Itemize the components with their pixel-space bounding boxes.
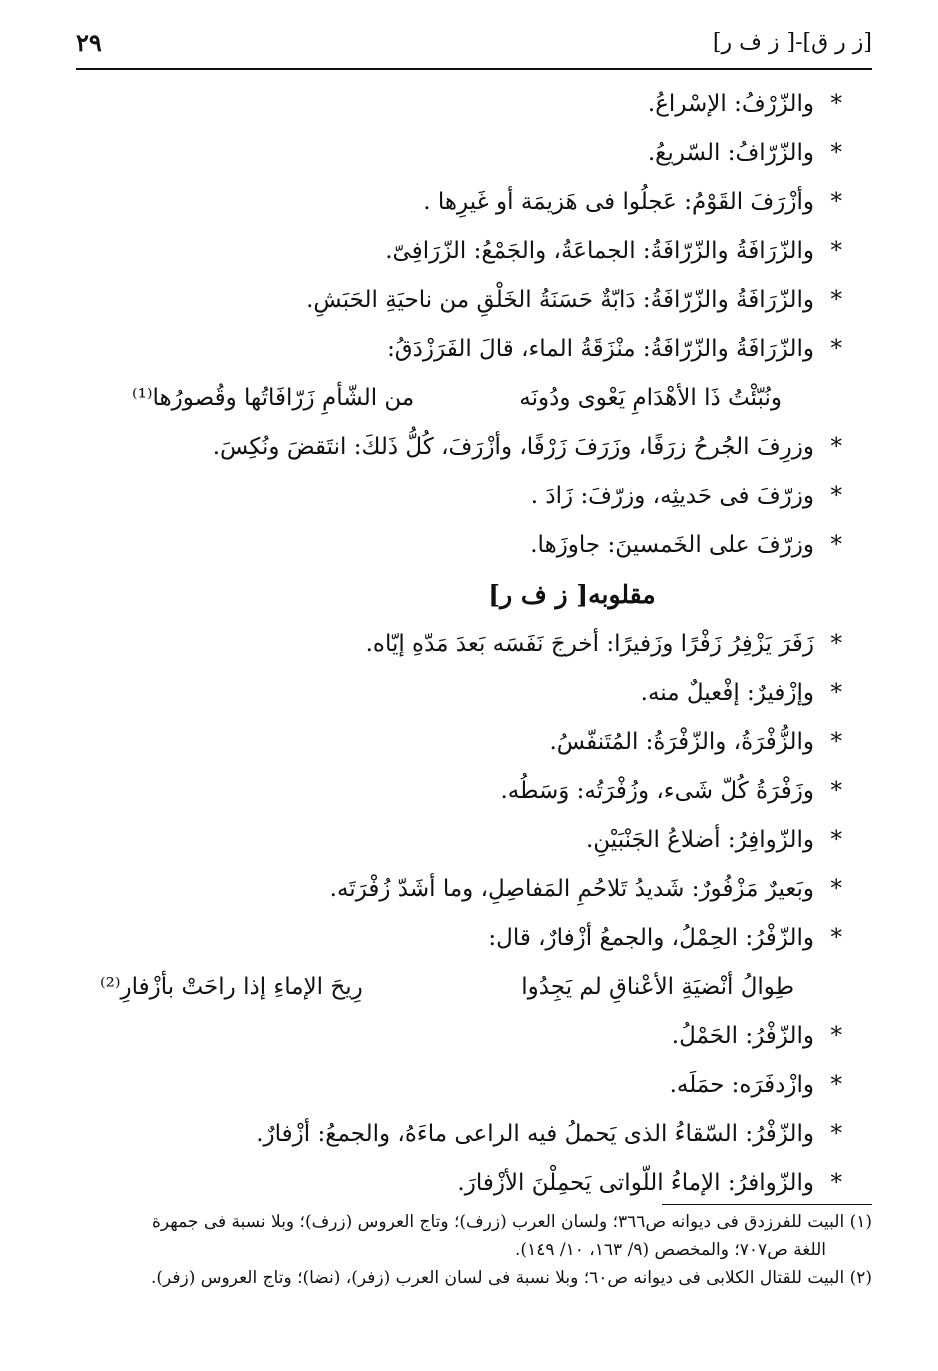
verse-first-hemistich: طِوالُ أنْضيَةِ الأعْناقِ لم يَجِدُوا [521,974,794,1000]
entry-text: والزُّفْرَةُ، والزّفْرَةُ: المُتَنفّسُ. [549,729,814,755]
entry-text: والزّرْفُ: الإسْراعُ. [647,91,814,117]
asterisk-icon: * [830,287,842,313]
asterisk-icon: * [830,827,842,853]
entry-line [162,129,842,178]
entry-text: وبَعيرٌ مَزْفُورٌ: شَديدُ تَلاحُمِ المَفاصِلِ، وما أشَدّ زُفْرَتَه. [329,876,814,902]
entry-text: والزّرَافَةُ والزّرّافَةُ: منْزَقَةُ الماء، قالَ الفَرَزْدَقُ: [387,336,814,362]
asterisk-icon: * [830,238,842,264]
footnote-2: (٢) البيت للقتال الكلابى فى ديوانه ص٦٠؛ وبلا نسبة فى لسان العرب (زفر)، (نضا)؛ وتاج العروس (زفر). [150,1268,872,1288]
entry-line [162,767,842,816]
entry-line [162,423,842,472]
asterisk-icon: * [830,483,842,509]
entry-text: وإزْفيرٌ: إفْعيلٌ منه. [640,680,814,706]
entry-line [162,1061,842,1110]
asterisk-icon: * [830,140,842,166]
entry-text: وأزْرَفَ القَوْمُ: عَجلُوا فى هَزيمَة أو غَيرِها . [423,189,814,215]
footnote-1-continued: اللغة ص٧٠٧؛ والمخصص (٩/ ١٦٣، ١٠/ ١٤٩). [515,1240,826,1260]
footnote-divider [662,1204,872,1205]
entry-text: وزرّفَ على الخَمسينَ: جاوزَها. [530,532,814,558]
asterisk-icon: * [830,680,842,706]
verse-second-hemistich: رِيحَ الإماءِ إذا راحَتْ بأزْفارِ⁽²⁾ [100,974,363,1000]
entry-text: وزرِفَ الجُرحُ زرَفًا، وزَرَفَ زَرْفًا، وأزْرَفَ، كُلُّ ذَلكَ: انتَقضَ ونُكِسَ. [212,434,814,460]
entry-text: وازْدفَرَه: حمَلَه. [669,1072,814,1098]
verse-line [100,963,842,1012]
verse-first-hemistich: ونُبّئْتُ ذَا الأهْدَامِ يَعْوى ودُونَه [519,385,782,411]
asterisk-icon: * [830,876,842,902]
entry-text: والزّرَافَةُ والزّرّافَةُ: دَابّةٌ حَسَنَةُ الخَلْقِ من ناحيَةِ الحَبَشِ. [306,287,814,313]
entry-text: والزّوافرُ: الإماءُ اللّواتى يَحمِلْنَ الأزْفارَ. [457,1170,814,1196]
page-header [76,24,872,70]
asterisk-icon: * [830,434,842,460]
asterisk-icon: * [830,1072,842,1098]
asterisk-icon: * [830,729,842,755]
entry-line [162,1159,842,1208]
asterisk-icon: * [830,189,842,215]
section-heading: مقلوبه[ ز ف ر] [488,580,656,609]
main-text [100,80,842,1208]
entry-text: وزرّفَ فى حَديثِه، وزرّفَ: زَادَ . [530,483,814,509]
footnote-1: (١) البيت للفرزدق فى ديوانه ص٣٦٦؛ ولسان العرب (زرف)؛ وتاج العروس (زرف)؛ وبلا نسبة فى جمهرة [151,1212,872,1232]
asterisk-icon: * [830,91,842,117]
entry-text: والزّفْرُ: الحَمْلُ. [671,1023,814,1049]
entry-line [162,914,842,963]
entry-line [162,472,842,521]
entry-text: والزّفْرُ: السّقاءُ الذى يَحملُ فيه الراعى ماءَهُ، والجمعُ: أزْفارٌ. [256,1121,814,1147]
asterisk-icon: * [830,925,842,951]
page-number: ٢٩ [76,28,102,57]
asterisk-icon: * [830,1121,842,1147]
running-head: [ز ر ق]-[ ز ف ر] [712,30,872,55]
entry-line [162,276,842,325]
entry-line [162,718,842,767]
asterisk-icon: * [830,778,842,804]
entry-line [162,80,842,129]
verse-second-hemistich: من الشّأمِ زَرّافَاتُها وقُصورُها⁽¹⁾ [132,385,415,411]
entry-line [162,178,842,227]
entry-text: والزّرّافُ: السّريعُ. [647,140,814,166]
entry-line [162,620,842,669]
entry-line [162,1110,842,1159]
entry-line [162,325,842,374]
asterisk-icon: * [830,1170,842,1196]
entry-text: والزّوافِرُ: أضلاعُ الجَنْبَيْنِ. [585,827,814,853]
entry-text: والزّرَافَةُ والزّرّافَةُ: الجماعَةُ، والجَمْعُ: الزّرَافِىّ. [385,238,814,264]
asterisk-icon: * [830,532,842,558]
entry-line [162,865,842,914]
entry-line [162,816,842,865]
entry-text: والزّفْرُ: الحِمْلُ، والجمعُ أزْفارٌ، قال: [488,925,814,951]
entry-text: وزَفْرَةُ كُلّ شَىء، وزُفْرَتُه: وَسَطُه. [500,778,814,804]
entry-line [162,227,842,276]
entry-line [162,1012,842,1061]
entry-text: زَفَرَ يَزْفِرُ زَفْرًا وزَفيرًا: أخرجَ نَفَسَه بَعدَ مَدّهِ إيّاه. [365,631,814,657]
verse-line [132,374,842,423]
asterisk-icon: * [830,631,842,657]
entry-line [162,521,842,570]
footnotes [72,1208,872,1292]
asterisk-icon: * [830,1023,842,1049]
asterisk-icon: * [830,336,842,362]
entry-line [162,669,842,718]
